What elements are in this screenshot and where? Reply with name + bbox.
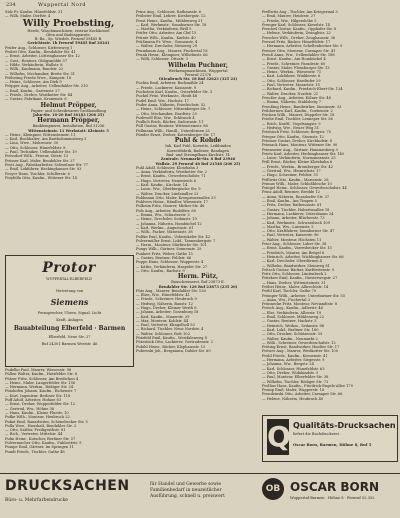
directory-entry: — Kurt, Ingenieur, Berliner Str. 118 [5,393,71,398]
directory-entry: — Hedwig, Ww., Neuer Weg 31 [262,126,319,131]
ad-proebsting-sub: Herde, Waschmaschinen, eiserne Kochkessel [27,28,110,33]
directory-entry: — Johanna, Näherin, Hombüchel 12 [136,221,202,226]
directory-entry: Pultke Paul, Kaufm., Vohwinkeler Str. 42 [136,234,211,239]
directory-entry: Puhlvers Heinr., Händler, Wiesenstr. 17 [136,200,208,205]
directory-entry: Pritsch Gustav, Bäcker, Kurfürstenstr. 9 [262,267,335,272]
ad-protor-box [5,255,134,367]
directory-entry: — Gustav, Maler, Flensburger Str. 13 [262,65,330,70]
directory-entry: — Erich, Kraftf., Vogelsangstr. 9 [262,121,321,126]
directory-entry: — Gustav, Rentner, Feldstr. 66 [136,256,192,261]
directory-entry: — Walter, Drechsler, Steinweg 29 [136,44,198,49]
directory-entry: — Martha, Ww., Luisenstr. 2 [262,224,314,229]
directory-entry: — Max, Monteur, Kohlstr. 44 [136,318,189,323]
directory-entry: — Heinrich, Arbeiter, Wichlinghauser Str. 66 [262,254,344,259]
directory-entry: Pützhofen Johann, Kaufm., Eichenstr. 7 [5,389,77,394]
directory-entry: Pufke Wilh., Monteur, Heubruch 22 [5,415,70,420]
directory-entry: — Hans, Dreher, Wittensteinstr. 31 [262,280,326,285]
directory-entry: Puls Aug., Arbeiter, Rudolfstr. 80 [136,208,197,213]
directory-entry: — Wilhelm, Mechaniker, Breite Str. 51 [5,71,76,76]
directory-entry: — Heinr., Schlosser, Am Diek 9 [5,80,62,85]
directory-entry: Puder Anna, Näherin, Friedrichstr. 52 [136,102,206,107]
directory-entry: — Gust., Rentner, Ohligsmühle 37 [5,58,68,63]
directory-entry: Przybilla Otto, Kaufm., Wittener Str. 14 [5,175,77,180]
column-middle [136,10,260,472]
directory-entry: Prömper Wilh., Arbeiter, Unterbarmer Str. 55 [262,293,346,298]
footer-oscar-born: OSCAR BORN [290,480,379,494]
q-logo-icon: Q [267,420,291,453]
directory-entry: — Hermann, Arbeiter, Siegesstr. 9 [262,358,325,363]
directory-entry: Punkert Fritz, Weber, Gathe 15 [136,251,193,256]
directory-entry: — Willi, Schlosser, Ottostr. 3 [136,57,188,62]
ad-hermann-sub2: Wittensteinstr. 11 Werkstatt: Kleinstr. 5 [28,128,109,133]
ad-puhl-sub2: Korsettfabrik, Badener, Bandagen [167,148,229,153]
directory-entry: Prott Aug., Fabrikarbeiter, Schwelmer Str. 77 [5,162,88,167]
directory-entry: — Emil, Maurer, Heidestr. 27 [262,14,316,19]
protor-text4: Ruf 24301 Barmen Weststr. 46 [41,342,98,346]
directory-entry: Pulvermüller Ernst, Lokf., Tannenbergstr. 7 [136,238,216,243]
directory-entry: — Karl, Werkm., Augustastr. 61 [136,225,194,230]
footer-mid-line3: Ausführung, schnell u. preiswert [150,494,225,499]
directory-entry: — Lina, Wwe., Mohrenstr. 30 [5,141,59,146]
directory-entry: — Richard, Kaufm., Friedrich-Ebert-Str. 134 [262,87,343,92]
directory-entry: — Wilh. Maler, Dorfstr. 4 [5,14,51,19]
directory-entry: — Karl, Werkmstr., Sonnborner Str. 18 [136,22,207,27]
directory-entry: Pützer Fritz, Schlosser, Am Bredtchen 4 [5,376,79,381]
footer-mid-line1: für Handel und Gewerbe sowie [150,482,222,487]
ad-puhl-addr2: Wallstr. 29 Fernruf 48 Ruf 21548 (206 25) [155,161,241,166]
directory-entry: Prondzinski Otto, Arbeiter, Carnaper Str. 66 [262,392,343,397]
directory-entry: — Gertrud, Ww., Heinrichstr. 17 [262,168,321,173]
directory-entry: Pundt Friedr., Tischler, Gathe 48 [5,449,65,454]
directory-entry: — Karl, Buchhalter, Am Bartholomäusberg 3 [5,137,87,142]
directory-entry: — Friedr., Dreher, Westkotter Str. 44 [5,93,73,98]
directory-entry: Pütz Aug., Maurer, Bendahler Str. 126 [136,288,206,293]
directory-entry: — Wilh., Packer, Viktoriastr. 38 [136,230,193,235]
directory-entry: Promp Emil, Maler, Wupperstr. 18 [262,388,325,393]
directory-entry: — Karl, Kaufm., Kirchstr. 14 [136,182,188,187]
col1-lines-c [5,368,132,454]
ad-hermann-sub: Bauklempnerei, Installation, Ruf 31236 [32,124,105,129]
directory-entry: — Paul, Monteur, Elberfelder Str. 38 [262,375,329,380]
directory-entry: Pröting Ernst, Bandwirker, Heidter Str. 17 [262,345,340,350]
directory-entry: Prieger Otto, Kaufm., Sternstr. 12 [262,134,324,139]
directory-entry: — Walter, Monteur, Höchsten 11 [262,237,322,242]
ad-helmut-sub: Papier- und Schreibwaren-Großhandlung [30,108,107,113]
directory-entry: — Hugo, Schreiner, Feldstr. 51 [262,173,319,178]
ad-proebsting-sub2: Öfen und Badeapparate, [46,32,91,37]
directory-entry: Priemer Gustav, Dreher, Kirchhofstr. 8 [262,138,332,143]
directory-entry: — Wilhelm, Bandwirker, Steinweg 81 [262,263,330,268]
footer-ad [0,473,400,518]
directory-entry: Preußer Aug., Arbeiter, Kölner Str. 48 [262,95,331,100]
directory-entry: Pröpper Aug., Arbeiter, Uellendahler Str. 210 [5,84,88,89]
ad-q-title: Qualitäts-Drucksachen [293,421,396,430]
directory-entry: Proyer Hans, Tischler, Schillerstr. 6 [5,171,70,176]
directory-entry: — Hans, Kaufm., Kleine Flurstr. 10 [5,410,69,415]
directory-entry: — Paul, Techniker, Uellendahler Str. 19 [5,150,77,155]
directory-entry: — Heinrich, Werkm., Sedanstr. 88 [262,323,325,328]
directory-entry: Püllen Walter, Kaufm., Hatzfelder Str. 6 [5,372,78,377]
directory-entry: Priebisch Fritz, Schlosser, Bergstr. 75 [262,130,331,135]
directory-entry: Pröhl Karl, Tischler, Gathe 70 [262,289,317,294]
ad-proebsting-addr: B.-Ba., Sp. Wiedeb. Fernruf 59485 B. [34,37,103,42]
directory-entry: Puhl Adolf, Schlosser, Klotzbahn 3 [136,165,199,170]
directory-entry: — Else, Verkäuferin, Alleestr. 19 [262,310,322,315]
directory-entry: Pritz Otto, Schlosser, Lüntenbeck 2 [262,272,327,277]
protor-text3: Elberfeld, Neue Str. 27 [48,335,91,339]
ad-puchner-sub: Werkzeugmaschinen, Wuppertal [168,68,228,73]
directory-entry: Pudel Emil, Ww., Hochstr. 17 [136,98,189,103]
col2-lines-c [136,166,260,273]
directory-entry: — Luise, Verkäuferin, Normannenstr. 25 [262,156,336,161]
protor-logo: Protor [42,260,96,276]
ad-puetz-sub: Bauschreinerei, Ruf 23873 E. [171,280,225,285]
directory-entry: — Käthe, Verkäuferin, Haspeler Str. 27 [136,264,208,269]
footer-middle [150,482,225,500]
directory-entry: — Anna, Verkäuferin, Westkotter Str. 2 [136,170,207,175]
directory-entry: Prinz Aug., Schlosser, Rathausstr. 6 [136,10,201,14]
directory-entry: — Karl, Werkmstr., Schwarzbach 109 [262,220,330,225]
ad-hermann-name: Hermann Pröpper, [37,117,100,125]
ad-helmut-addr: Jahn-Str. 18-20 Ruf 36183 (206 25) [32,112,105,117]
directory-entry: — Emma, Näherin, Stahlsberg 7 [262,100,322,105]
directory-entry: — Johanna, Ww., Bergstr. 24 [262,362,314,367]
directory-entry: — Heinr., Klempner, Wittensteinstr. 11 [5,132,76,137]
directory-entry: Pumpe Emil, Gärtner, Im Springen 11 [5,445,74,450]
directory-entry: Prietz Karl, Arbeiter, Heckinghauser Str. 140 [262,151,345,156]
directory-entry: Prollius Hans, Kaufm., Friedrich-Engels-Allee 170 [262,383,353,388]
directory-entry: — Otto, Kaufm., Bachstr. 9 [136,268,185,273]
directory-entry: — Ernst, Kaufm., Varresbecker Str. 15 [262,246,332,251]
directory-entry: Presser Otto, Monteur, Carnaper Str. 41 [262,48,336,53]
directory-entry: — Hedwig, Näherin, Baustr. 12 [136,301,193,306]
directory-entry: Pröbst Heinr., Maler, Albrechtstr. 14 [262,285,329,289]
footer-left-small: Büro- u. Mehrfarbendrucke [5,498,68,503]
ad-puetz-addr: Bendahler Str. 126 Ruf 23873 (235 20) [158,284,238,289]
page-number: 234 [6,2,16,8]
directory-entry: — Ernst, Kaufm., Am Hombüchel 4 [262,57,326,62]
directory-entry: — Friedr., Schreiner, Heubruch 9 [136,297,197,302]
ad-puchner-addr: Ottenbruch Str. 18 Ruf 32623 (325 22) [158,77,238,82]
directory-entry: — Emil, Schlosser, Mühlenweg 22 [262,315,324,320]
directory-entry: Preußing Heinr., Bandwirker, Simonsstr. 33 [262,104,342,109]
directory-entry: Pützstück Otto, Lackierer, Gertrudenstr. 2 [136,340,213,345]
directory-entry: — Richard, Tischler, Neue Nordstr. 4 [136,327,204,332]
directory-entry: — Gustav, Tischler, Hubertusallee 18 [262,207,330,212]
directory-entry: Priesack Hans, Monteur, Wittener Str. 90 [262,143,338,148]
directory-entry: — Karl, Kaufm., Mauerstr. 29 [136,314,190,319]
directory-entry: — Hugo, Vertreter, Neuenteich 6 [136,178,197,183]
directory-entry: — Friedr., Schreiner, Paradestr. 60 [262,61,326,66]
siemens-brand: Siemens [50,297,89,307]
directory-entry: Puff Adolf, Arbeiter, Hofaue 63 [5,398,62,403]
ad-puetz-name: Herm. Pütz, [177,273,219,281]
directory-entry: — Otto, Drucker, Schützenstr. 33 [262,332,323,337]
directory-entry: — Karl, Lokf., Berliner Str. 160 [262,327,319,332]
directory-entry: — Herm., Monteur, Märkische Str. 101 [136,243,207,248]
directory-entry: — Wilh., Kaufmann, Bandstr. 22 [5,67,64,72]
directory-entry: — Gustav, Fabrikant, Kronenstr. 6 [5,97,67,102]
directory-entry: — Fritz, Dreher, Rathenaustr. 61 [262,203,322,208]
directory-entry: — Helene, Verkäuferin, Zwinglistr. 22 [262,31,331,36]
directory-entry: Prillwitz Otto, Kaufm., Marienstr. 28 [262,177,329,182]
directory-entry: — Ernst, Kaufm., Gewerbeschulstr. 71 [136,174,206,179]
directory-entry: — Emil, Lokführer, Heckinghauser Str. 93 [5,167,82,172]
directory-entry: Prüfer Aug., Schlosser, Kiefernweg 1 [5,45,73,50]
ad-puhl-addr: Zentrale: Neumarkt-Str. 8 Ruf 23946 [160,157,236,162]
directory-entry: — Walter, Kaufm., Neumarkt 2 [262,336,318,341]
directory-entry: — Hilde, Verkäuferin, Wallstr. 8 [5,62,63,67]
footer-mid-line2: Familienbedarf in neuzeitlicher [150,488,222,493]
directory-entry: Pröbsting Frieda Wwe., Kampstr. 18 [5,75,72,80]
directory-entry: — Hugo, Dreher, Kleiner Werth 6 [136,306,197,310]
ad-helmut-name: Helmut Pröpper, [40,101,97,109]
directory-entry: Prior Aug., Schlosser, Loher Str. 38 [262,242,327,247]
protor-text2: Kraft, Anlagen [56,318,83,322]
directory-entry: — Hermann, Arbeiter, Schellenbecker Str. 9 [262,44,343,49]
ad-proebsting-name: Willy Proebsting, [22,17,115,29]
directory-entry: — Martha, Verkäuferin, Brill 9 [136,27,192,32]
ad-qualitaets-drucksachen [262,415,398,462]
directory-entry: Prünte Wilh., Kaufm., Karlstr. 40 [136,35,196,40]
directory-entry: — Emil, Kaufm., Am Timpen 5 [262,199,317,204]
directory-entry: Puppe Hans, Schlosser, Wupperstr. 4 [136,260,204,265]
directory-entry: Puckel Fritz, Werkmstr., Heidt 48 [136,94,198,99]
directory-entry: — Hermann, Lackierer, Ostersbaum 24 [262,211,334,216]
footer-right-small: Wuppertal-Barmen · Höhne 8 · Fernruf 52 352 [290,496,375,500]
ad-puhl-sub: Inh. Karl Puhl, Korsetts, Leibbinden [165,144,231,149]
directory-entry: Pudlich Erich, Bäcker, Sadowastr. 11 [136,120,204,125]
col1-lines-a [5,46,132,102]
col2-lines-d [136,289,260,353]
directory-entry: Prösser Karl, Maler, Bendahler Str. 27 [5,158,75,163]
ad-q-addr: Oscar Born, Barmen, Höhne 8, Ruf 5 [293,442,372,447]
directory-entry: — Gertrud, Ww., Höhne 38 [5,406,55,411]
directory-entry: Prunk Heinr., Klempner, Wilhelmstr. 66 [136,52,208,57]
directory-entry: Prohl Friedr., Kaufm., Kronenstr. 41 [262,353,328,358]
directory-entry: — Paul, Vertreter, Mozartstr. 15 [262,83,320,88]
directory-entry: Pulvermacher Otto, Kaufm., Fuhlrottstr. 9 [5,441,82,446]
directory-entry: — Johann, Arbeiter, Blücherstr. 73 [262,216,325,221]
col2-lines-b [136,81,260,137]
directory-entry: — Ernst, Arbeiter, Lüttringhauser Str. 12 [5,54,80,59]
directory-entry: — Otto, Schlosser, Hünefeldstr. 8 [5,145,66,150]
oscar-born-logo-icon: OB [262,478,284,500]
directory-entry: — Ernst, Dreher, Wupperfelder Str. 12 [5,402,76,407]
directory-entry: Pudewell Else, Ww., Eckbusch 4 [136,115,195,120]
directory-entry: — Karl, Schlosser, Hünefeldstr. 63 [262,366,325,371]
ad-puhl-sub3: Bad- und Strumpfhaus Kirchstr. 14 [166,152,230,157]
directory-entry: Prost Heinr., Kaufm., Mühlenweg 31 [136,18,203,23]
directory-entry: Pröwer Aug., Maurer, Westkotter Str. 100 [262,349,338,354]
directory-entry: Pricken Wilh., Maurer, Düppeler Str. 18 [262,113,335,118]
protor-logo-sub: WUPPERTAL-ELBERFELD [46,277,92,281]
directory-entry: — Karl, Lokführer, Winklerstr. 6 [262,74,321,79]
directory-entry: — Wilh., Schreiner, Gewerbeschulstr. 12 [262,340,336,345]
directory-entry: — Hermann, Werkm., Rödiger Str. 34 [5,385,74,390]
directory-entry: — Emma, Ww., Schusterstr. 5 [136,213,190,218]
directory-entry: — Karl, Drechsler, Oberdörnen 4 [262,259,322,264]
ad-q-sub: liefert die Buchdruckerei [293,432,339,436]
directory-entry: — Friedr., Werkm., Bromberger Str. 42 [262,164,333,169]
directory-entry: Prüfer Otto, Arbeiter, Am Clef 15 [136,31,197,36]
directory-entry: Pröbster Emil, Lehrer, Kiesbergstr. 12 [136,14,206,19]
col3-lines [262,10,396,401]
col1-lines-b [5,133,132,180]
directory-entry: — Luise, Ww., Oberbergische Str. 9 [136,187,201,192]
directory-entry: — Walter, Drucker, Nordstr. 21 [262,91,319,96]
directory-entry: Prumbaum Aug., Maurer, Fischertal 18 [136,48,208,53]
directory-entry: Prellwitz Aug., Tischler, Am Kriegermal 3 [262,10,338,14]
ad-puchner-sub2: Fernruf 21376 [184,72,212,77]
directory-entry: Pünder Ernst, Dreher, Katernberger Str. 17 [136,133,216,138]
directory-entry: — Wilhelm, Tischler, Rödiger Str. 72 [262,379,329,384]
directory-entry: Prentzel Gustav, Kaufm., Opphofer Str. 8 [262,27,337,32]
directory-entry: Prönnecke Fritz, Monteur, Neviandtstr. 8 [262,302,337,307]
directory-entry: — Anna, Ww., Fischertal 3 [262,297,310,302]
directory-entry: — Johann, Arbeiter, Gosenburg 18 [136,310,199,315]
directory-entry: — Anna, Näherin, Ronsdorfer Str. 37 [262,194,330,199]
directory-entry: Püllmann Wilh., Handl., Unterdörnen 25 [136,128,210,133]
directory-entry: — Gustav, Rentner, Hackstr. 5 [262,319,317,324]
directory-entry: — Walter, Drucker, Lindenallee 22 [136,191,199,196]
directory-entry: — Walter, Schlosser, Rott 102 [136,331,190,336]
directory-entry: — Frieda, Ww., Hilgershöhe 5 [262,18,317,23]
directory-entry: Prescher Wilh., Dreher, Zeughausstr. 36 [262,35,336,40]
directory-entry: — Emil, Kaufm., Gartenstr. 27 [5,88,60,93]
running-title: Wuppertal Nord [38,2,87,8]
directory-entry: Pungs Wilh., Gärtner, Sonnenstr. 29 [136,247,202,252]
protor-headline: Bauabteilung Elberfeld · Barmen [13,325,126,332]
protor-vertretung: Vertretung von [55,289,84,293]
directory-entry: — Friedrich, Maurer, Am Brögel 6 [262,250,325,255]
directory-entry: Pufahl Heinr., Bäcker, Klophausstr. 15 [136,344,206,349]
directory-entry: Pützfeld Emil, Kaufm., Westfalenweg 8 [136,336,207,341]
directory-entry: — Friedr., Lackierer, Kasinostr. 9 [136,85,197,90]
directory-entry: Sülz Fr. Kaufm. Hünefeldstr. 31 [5,10,63,14]
directory-entry: Prüßmann Fr. Wwe., Gronaustr. 4 [136,40,198,45]
directory-entry: Pressel Fritz, Bäcker, Hünefeldstr. 17 [262,40,331,45]
directory-entry: Pritzkow Emil, Kaufm., Diesterwegstr. 27 [262,276,338,281]
directory-entry: — Paul, Vertreter, Kaiserstr. 96 [262,233,319,238]
directory-entry: — Otto, Schlosser, Hardtufer 29 [262,78,321,83]
directory-entry: Prenger Karl, Schlosser, Kieselstr. 14 [262,22,330,27]
directory-entry: Pudelko Paul, Maurer, Wiesenstr. 98 [5,368,72,372]
directory-entry: — Heinr., Schlosser, Nützenberger Str. 7 [136,107,211,112]
directory-entry: — Otto, Mechaniker, Hardtstr. 20 [136,111,197,116]
directory-entry: Puhlmann Otto, Maler, Kronprinzenallee 33 [136,195,216,200]
directory-entry: — Heinr., Drechsler, Sedanstr. 19 [136,217,197,222]
directory-entry: — Rich., Vertreter, Mittelstr. 44 [5,432,63,437]
directory-entry: — Paul, Vertreter, Klingelholl 53 [136,323,195,328]
directory-entry: Probst Otto, Kaufm., Bendahler Str. 41 [5,50,76,55]
directory-entry: — Elise, Ww., Hünefeldstr. 41 [136,293,190,298]
column-right [262,10,396,420]
directory-entry: Prösch Aug., Kaufm., Adlerstr. 46 [262,306,323,311]
directory-entry: Priesmeier Aug., Gärtner, Hammesberg 3 [262,147,338,152]
directory-entry: Pukowski Joh., Bergmann, Dahler Str. 60 [136,348,211,353]
directory-entry: — Heinr., Werkm., Wiesenstr. 71 [262,70,322,75]
footer-drucksachen: DRUCKSACHEN [5,478,130,494]
directory-entry: — Heinr., Maler, Langerfelder Str. 156 [5,380,76,385]
directory-entry: Püll Gustav, Rentner, Wittensteinstr. 88 [136,124,208,129]
directory-entry: Priebe Emil, Tischler, Lenneper Str. 56 [262,117,333,122]
col2-lines-a [136,10,260,62]
directory-entry: — Otto, Sattler, Freiligrathstr. 81 [5,428,66,433]
ad-proebsting-addr2: Gerichtsstr. 1b Fernruf 59485 Ruf 20241 [27,41,110,46]
directory-entry: Prill Ernst, Bäcker, Kleine Klotzbahn 6 [262,160,333,165]
directory-entry: Prössdorf Wilh., Friseur, Oststr. 12 [5,154,69,159]
directory-entry: Prinz Adolf, Rentner, Bredde 12 [262,190,320,195]
directory-entry: Preuß Anna, Ww., Uellendahler Str. 188 [262,52,335,57]
directory-entry: — Helene, Näherin, Heubruch 40 [262,396,324,401]
directory-entry: Pribbernow Karl, Kaufm., Goebenstr. 2 [262,108,333,113]
directory-entry: Pulheim Fritz, Maurer, Mirker Str. 46 [136,204,205,209]
directory-entry: Pulm Heinr., Kutscher, Berliner Str. 57 [5,436,76,441]
directory-entry: Primus Wilh., Maler, Schloßbleiche 10 [262,181,332,186]
directory-entry: — Otto, Kraftfahrer, Sonnborner Str. 47 [262,229,335,234]
directory-entry: Pringel Heinr., Schlosser, Gewerbeschulstr. 44 [262,186,347,191]
protor-text1: Fernsprecher, Uhren, Signal, Licht [37,311,102,315]
directory-entry: Puchta Emil, Arbeiter, Bockmühle 24 [136,81,204,86]
directory-entry: — Otto, Dreher, Widukindstr. 5 [262,370,319,375]
ad-puchner-name: Wilhelm Puchner, [168,61,228,69]
column-left-lower [5,368,132,472]
ad-puhl-name: Puhl & Rohde [174,137,222,145]
directory-entry: Pulla Wwe., Haushalt, Bendahler Str. 2 [5,423,77,428]
directory-entry: Puchstein Karl, Kaufm., Osterfelder Str. 3 [136,90,213,95]
directory-entry: Pukat Emil, Bauarbeiter, Schönebecker Str. 5 [5,419,88,424]
